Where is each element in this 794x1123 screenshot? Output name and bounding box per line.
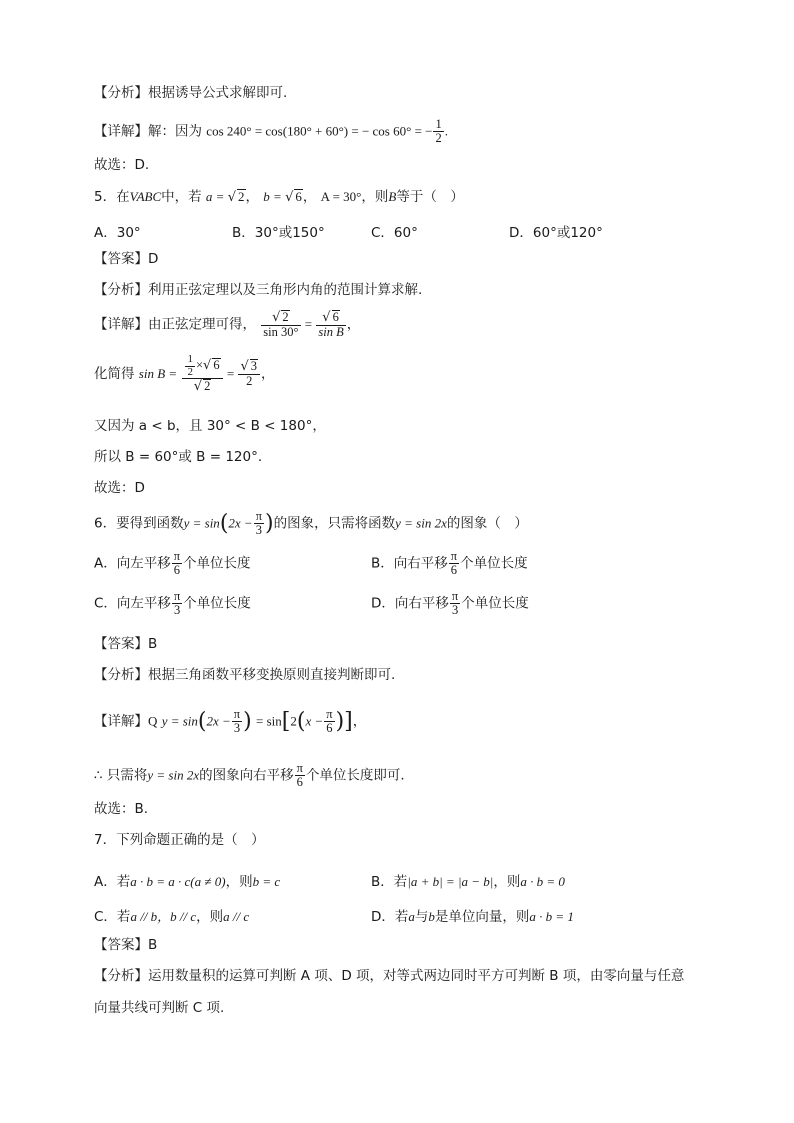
q7-option-d: D．若a与b是单位向量，则a · b = 1 [371, 909, 574, 925]
q4-choice: 故选：D. [94, 157, 150, 173]
q7-analysis-line2: 向量共线可判断 C 项. [94, 1000, 225, 1016]
q5-option-b: B．30°或150° [232, 225, 325, 241]
q5-option-c: C．60° [371, 225, 418, 241]
q7-answer: 【答案】B [94, 937, 158, 953]
q5-option-d: D．60°或120° [509, 225, 603, 241]
q6-stem: 6．要得到函数y = sin(2x − $\frac{\pi}{3}$ )的图象，只需将函数y = sin 2x的图象（ ） [94, 509, 528, 538]
q4-analysis: 【分析】根据诱导公式求解即可. [94, 85, 288, 101]
q7-option-c: C．若a // b，b // c，则a // c [94, 909, 250, 925]
q6-option-d: D．向右平移 $\frac{\pi}{3}$ 个单位长度 [371, 589, 529, 618]
q7-option-a: A．若a · b = a · c(a ≠ 0)，则b = c [94, 874, 281, 890]
q6-choice: 故选：B. [94, 801, 149, 817]
q5-line4: 所以 B = 60°或 B = 120°. [94, 449, 263, 465]
q6-answer: 【答案】B [94, 636, 158, 652]
q5-stem: 5．在VABC中，若 a = √ 2， b = √ 6， A = 30°，则B等于（ ） [94, 189, 464, 205]
q7-option-b: B．若|a + b| = |a − b|，则a · b = 0 [371, 874, 565, 890]
q5-line3: 又因为 a < b，且 30° < B < 180°， [94, 418, 326, 434]
q6-option-c: C．向左平移 $\frac{\pi}{3}$ 个单位长度 [94, 589, 251, 618]
q6-option-a: A．向左平移 $\frac{\pi}{6}$ 个单位长度 [94, 549, 251, 578]
q6-analysis: 【分析】根据三角函数平移变换原则直接判断即可. [94, 667, 396, 683]
q6-option-b: B．向右平移 $\frac{\pi}{6}$ 个单位长度 [371, 549, 528, 578]
q7-analysis-line1: 【分析】运用数量积的运算可判断 A 项、D 项，对等式两边同时平方可判断 B 项，由零向量与任意 [94, 968, 685, 984]
q7-stem: 7．下列命题正确的是（ ） [94, 832, 265, 848]
q6-detail: 【详解】Q y = sin(2x − $\frac{\pi}{3}$ ) = sin[2(x − $\frac{\pi}{6}$ )]， [94, 707, 367, 736]
q5-choice: 故选：D [94, 480, 145, 496]
q5-detail: 【详解】由正弦定理可得， $\frac{√ 2}{\sin 30^\circ}$ = $\frac{√ 6}{\text{sin B}}$ ， [94, 310, 361, 339]
q6-therefore: ∴ 只需将y = sin 2x的图象向右平移 $\frac{\pi}{6}$ 个单位长度即可. [94, 761, 405, 790]
q5-analysis: 【分析】利用正弦定理以及三角形内角的范围计算求解. [94, 282, 423, 298]
q5-answer: 【答案】D [94, 251, 159, 267]
q5-option-a: A．30° [94, 225, 141, 241]
q5-simplify: 化简得 sin B = $\frac{1}{2}$ ×√ 6 √ 2 = $\frac{√ 3}{2}$ ， [94, 353, 275, 395]
q4-detail: 【详解】解：因为 cos 240° = cos(180° + 60°) = − cos 60° = − $\frac{1}{2}$ . [94, 117, 448, 146]
